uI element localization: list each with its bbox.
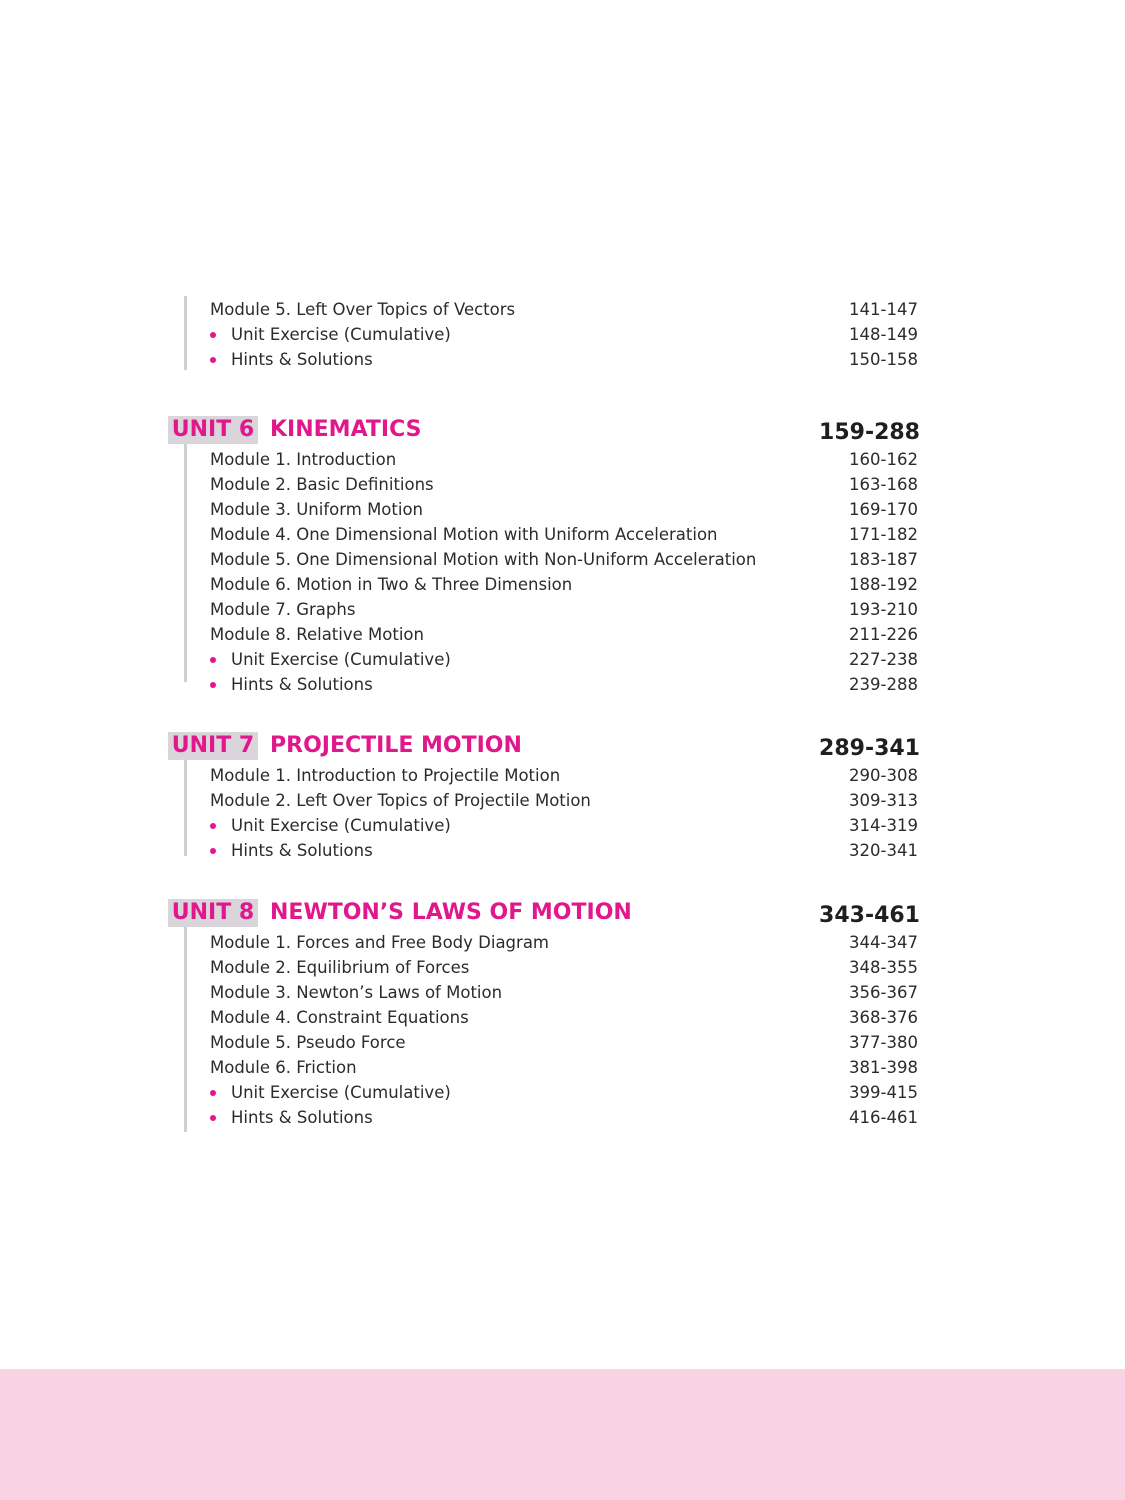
toc-row-label: Module 5. Left Over Topics of Vectors	[210, 300, 516, 319]
toc-row	[0, 597, 1125, 622]
unit-title: NEWTON’S LAWS OF MOTION	[270, 900, 632, 925]
toc-row-pages: 239-288	[849, 675, 918, 694]
toc-row	[0, 930, 1125, 955]
toc-row-pages: 160-162	[849, 450, 918, 469]
toc-row	[0, 955, 1125, 980]
toc-row-label: Module 6. Motion in Two & Three Dimension	[210, 575, 573, 594]
toc-row-pages: 150-158	[849, 350, 918, 369]
unit-section	[0, 416, 1125, 701]
toc-row	[0, 1080, 1125, 1105]
unit-page-range: 159-288	[819, 420, 920, 445]
toc-row	[0, 1030, 1125, 1055]
unit-section	[0, 732, 1125, 867]
toc-row-pages: 309-313	[849, 791, 918, 810]
toc-row-pages: 416-461	[849, 1108, 918, 1127]
toc-row-label: Unit Exercise (Cumulative)	[231, 650, 451, 669]
unit-section	[0, 899, 1125, 1139]
toc-row-label: Module 4. One Dimensional Motion with Uniform Acceleration	[210, 525, 718, 544]
unit-header	[0, 416, 1125, 450]
bullet-icon	[210, 332, 216, 338]
toc-row-label: Module 3. Uniform Motion	[210, 500, 424, 519]
bullet-icon	[210, 357, 216, 363]
unit-header	[0, 899, 1125, 933]
toc-row-pages: 171-182	[849, 525, 918, 544]
toc-row	[0, 1055, 1125, 1080]
toc-row-label: Module 3. Newton’s Laws of Motion	[210, 983, 503, 1002]
toc-row-pages: 320-341	[849, 841, 918, 860]
toc-row	[0, 1005, 1125, 1030]
toc-row-label: Module 1. Forces and Free Body Diagram	[210, 933, 549, 952]
toc-row	[0, 647, 1125, 672]
toc-row	[0, 813, 1125, 838]
toc-row-pages: 141-147	[849, 300, 918, 319]
toc-row	[0, 788, 1125, 813]
toc-row-pages: 193-210	[849, 600, 918, 619]
toc-row	[0, 763, 1125, 788]
toc-row-pages: 169-170	[849, 500, 918, 519]
toc-row-pages: 211-226	[849, 625, 918, 644]
bullet-icon	[210, 682, 216, 688]
toc-row-label: Module 5. Pseudo Force	[210, 1033, 406, 1052]
toc-row-label: Module 6. Friction	[210, 1058, 357, 1077]
toc-row-label: Module 7. Graphs	[210, 600, 356, 619]
toc-row-label: Hints & Solutions	[231, 675, 373, 694]
unit-title: PROJECTILE MOTION	[270, 733, 522, 758]
toc-row-label: Module 8. Relative Motion	[210, 625, 424, 644]
toc-row-pages: 344-347	[849, 933, 918, 952]
unit-page-range: 343-461	[819, 903, 920, 928]
toc-row-label: Hints & Solutions	[231, 350, 373, 369]
toc-row-pages: 377-380	[849, 1033, 918, 1052]
bullet-icon	[210, 1115, 216, 1121]
toc-row-pages: 399-415	[849, 1083, 918, 1102]
toc-row-label: Unit Exercise (Cumulative)	[231, 1083, 451, 1102]
toc-row-label: Unit Exercise (Cumulative)	[231, 816, 451, 835]
toc-row-label: Module 5. One Dimensional Motion with Non-Uniform Acceleration	[210, 550, 757, 569]
footer-band	[0, 1369, 1125, 1500]
toc-row-label: Hints & Solutions	[231, 841, 373, 860]
bullet-icon	[210, 657, 216, 663]
bullet-icon	[210, 1090, 216, 1096]
toc-row-label: Module 1. Introduction to Projectile Motion	[210, 766, 561, 785]
toc-row	[0, 838, 1125, 863]
toc-row	[0, 547, 1125, 572]
toc-row-pages: 188-192	[849, 575, 918, 594]
toc-row	[0, 572, 1125, 597]
unit-header	[0, 732, 1125, 766]
toc-row-pages: 314-319	[849, 816, 918, 835]
bullet-icon	[210, 848, 216, 854]
toc-row-label: Hints & Solutions	[231, 1108, 373, 1127]
toc-row-pages: 183-187	[849, 550, 918, 569]
toc-row	[0, 522, 1125, 547]
unit-page-range: 289-341	[819, 736, 920, 761]
toc-row	[0, 672, 1125, 697]
intro-section	[0, 296, 1125, 376]
toc-row	[0, 622, 1125, 647]
toc-row-label: Module 2. Left Over Topics of Projectile Motion	[210, 791, 591, 810]
toc-row-label: Unit Exercise (Cumulative)	[231, 325, 451, 344]
toc-row-label: Module 1. Introduction	[210, 450, 397, 469]
toc-row	[0, 347, 1125, 372]
toc-row-pages: 381-398	[849, 1058, 918, 1077]
toc-row	[0, 322, 1125, 347]
unit-tag: UNIT 8	[168, 899, 258, 927]
toc-row-pages: 227-238	[849, 650, 918, 669]
toc-row-pages: 163-168	[849, 475, 918, 494]
toc-row-pages: 356-367	[849, 983, 918, 1002]
toc-row	[0, 497, 1125, 522]
toc-row-label: Module 2. Basic Definitions	[210, 475, 434, 494]
toc-row	[0, 447, 1125, 472]
toc-row	[0, 297, 1125, 322]
toc-row-pages: 348-355	[849, 958, 918, 977]
toc-row	[0, 472, 1125, 497]
unit-tag: UNIT 7	[168, 732, 258, 760]
toc-row-label: Module 2. Equilibrium of Forces	[210, 958, 470, 977]
toc-row	[0, 980, 1125, 1005]
unit-tag: UNIT 6	[168, 416, 258, 444]
bullet-icon	[210, 823, 216, 829]
toc-row-pages: 290-308	[849, 766, 918, 785]
unit-title: KINEMATICS	[270, 417, 422, 442]
toc-row-label: Module 4. Constraint Equations	[210, 1008, 469, 1027]
toc-row	[0, 1105, 1125, 1130]
toc-row-pages: 148-149	[849, 325, 918, 344]
toc-row-pages: 368-376	[849, 1008, 918, 1027]
